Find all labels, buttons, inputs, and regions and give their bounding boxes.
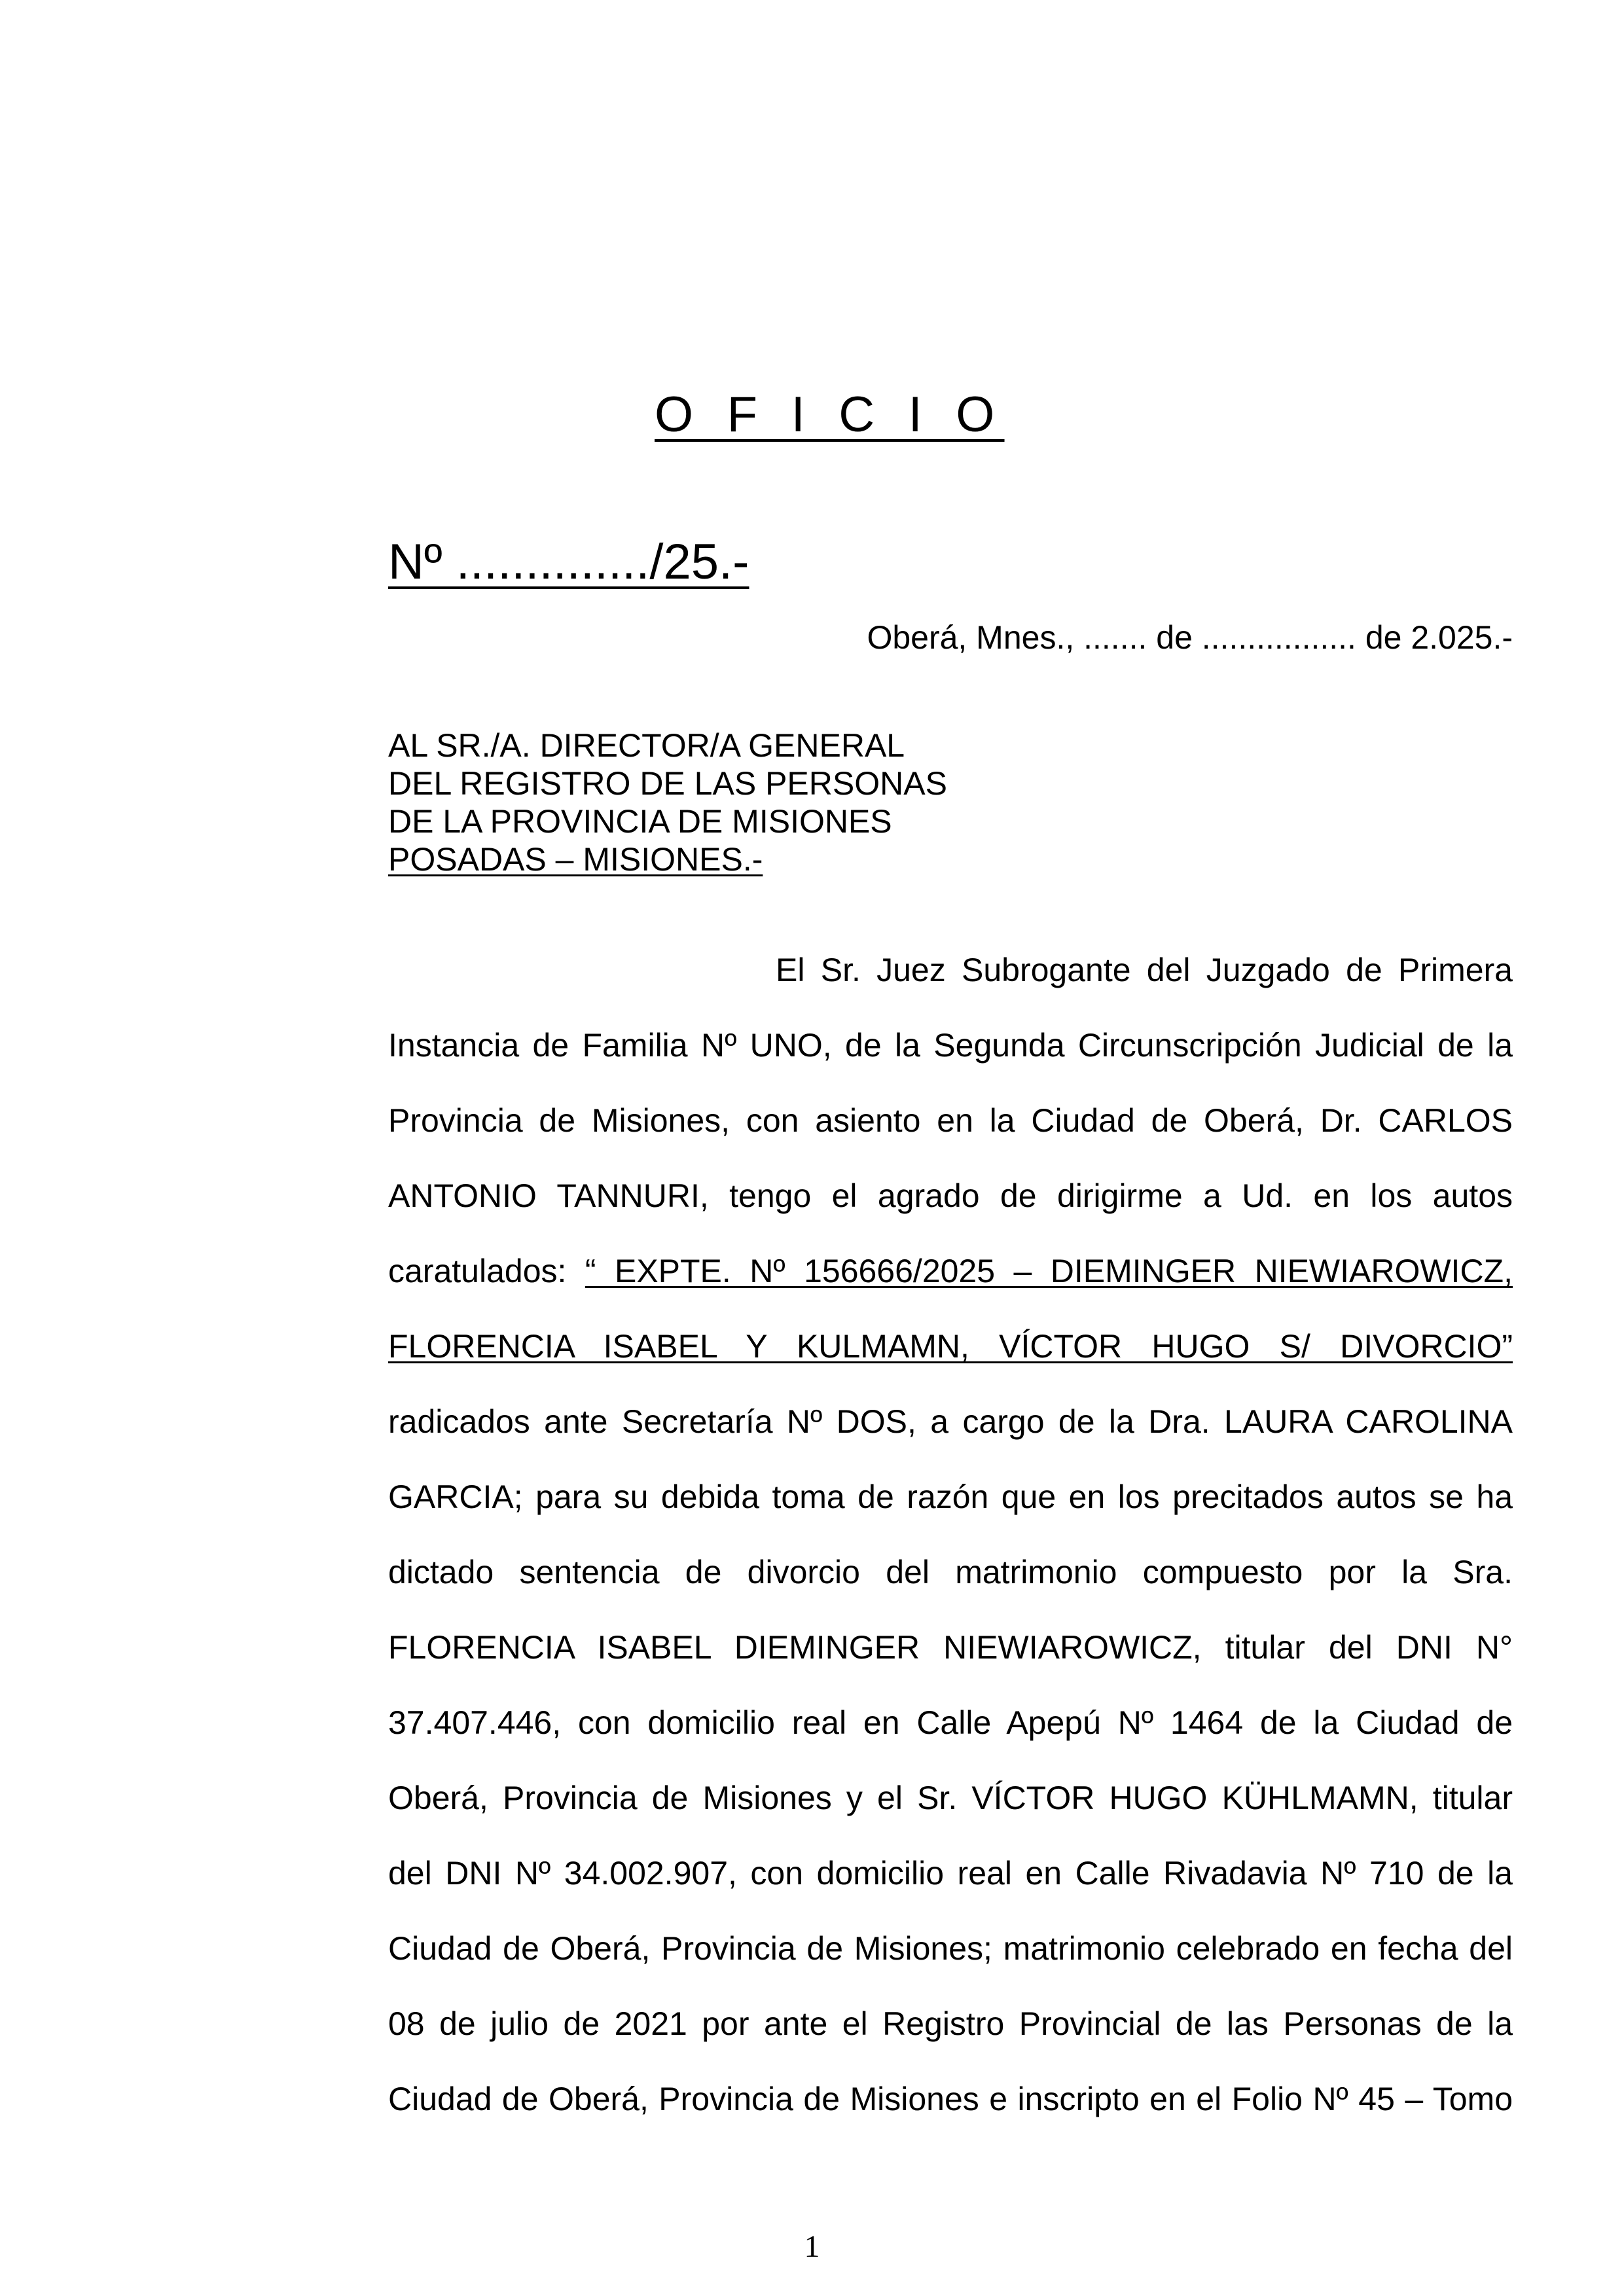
body-line: Instancia de Familia Nº UNO, de la Segunda Circunscripción Judicial de la bbox=[388, 1027, 1513, 1064]
body-line: del DNI Nº 34.002.907, con domicilio real en Calle Rivadavia Nº 710 de la bbox=[388, 1855, 1513, 1892]
place-date: Oberá, Mnes., ....... de ................. de 2.025.- bbox=[867, 619, 1513, 656]
addressee-line: DEL REGISTRO DE LAS PERSONAS bbox=[388, 765, 947, 802]
body-line: GARCIA; para su debida toma de razón que en los precitados autos se ha bbox=[388, 1479, 1513, 1515]
body-line: Ciudad de Oberá, Provincia de Misiones e inscripto en el Folio Nº 45 – Tomo bbox=[388, 2081, 1513, 2117]
body-line-case bbox=[388, 1234, 1513, 1309]
case-title-part: FLORENCIA ISABEL Y KULMAMN, VÍCTOR HUGO S/ DIVORCIO” bbox=[388, 1328, 1513, 1365]
body-line: Oberá, Provincia de Misiones y el Sr. VÍCTOR HUGO KÜHLMAMN, titular bbox=[388, 1780, 1513, 1816]
addressee-line: DE LA PROVINCIA DE MISIONES bbox=[388, 803, 892, 840]
caratulados-label: caratulados: bbox=[388, 1253, 567, 1289]
body-line: ANTONIO TANNURI, tengo el agrado de dirigirme a Ud. en los autos bbox=[388, 1177, 1513, 1214]
body-line: radicados ante Secretaría Nº DOS, a cargo de la Dra. LAURA CAROLINA bbox=[388, 1403, 1513, 1440]
body-paragraph bbox=[388, 933, 1513, 2137]
body-line: dictado sentencia de divorcio del matrimonio compuesto por la Sra. bbox=[388, 1554, 1513, 1590]
body-line: Provincia de Misiones, con asiento en la Ciudad de Oberá, Dr. CARLOS bbox=[388, 1102, 1513, 1139]
body-line: FLORENCIA ISABEL DIEMINGER NIEWIAROWICZ, titular del DNI N° bbox=[388, 1629, 1513, 1666]
body-line: Ciudad de Oberá, Provincia de Misiones; matrimonio celebrado en fecha del bbox=[388, 1930, 1513, 1967]
addressee-line: POSADAS – MISIONES.- bbox=[388, 841, 763, 878]
oficio-number: Nº ............../25.- bbox=[388, 534, 749, 590]
body-line: 08 de julio de 2021 por ante el Registro Provincial de las Personas de la bbox=[388, 2005, 1513, 2042]
document-title: O F I C I O bbox=[655, 387, 1005, 442]
body-line: 37.407.446, con domicilio real en Calle Apepú Nº 1464 de la Ciudad de bbox=[388, 1704, 1513, 1741]
page-number: 1 bbox=[804, 2229, 820, 2264]
addressee-block bbox=[388, 726, 947, 878]
addressee-line: AL SR./A. DIRECTOR/A GENERAL bbox=[388, 727, 905, 764]
case-title-part: “ EXPTE. Nº 156666/2025 – DIEMINGER NIEWIAROWICZ, bbox=[585, 1253, 1513, 1289]
body-line: El Sr. Juez Subrogante del Juzgado de Primera bbox=[776, 952, 1513, 988]
